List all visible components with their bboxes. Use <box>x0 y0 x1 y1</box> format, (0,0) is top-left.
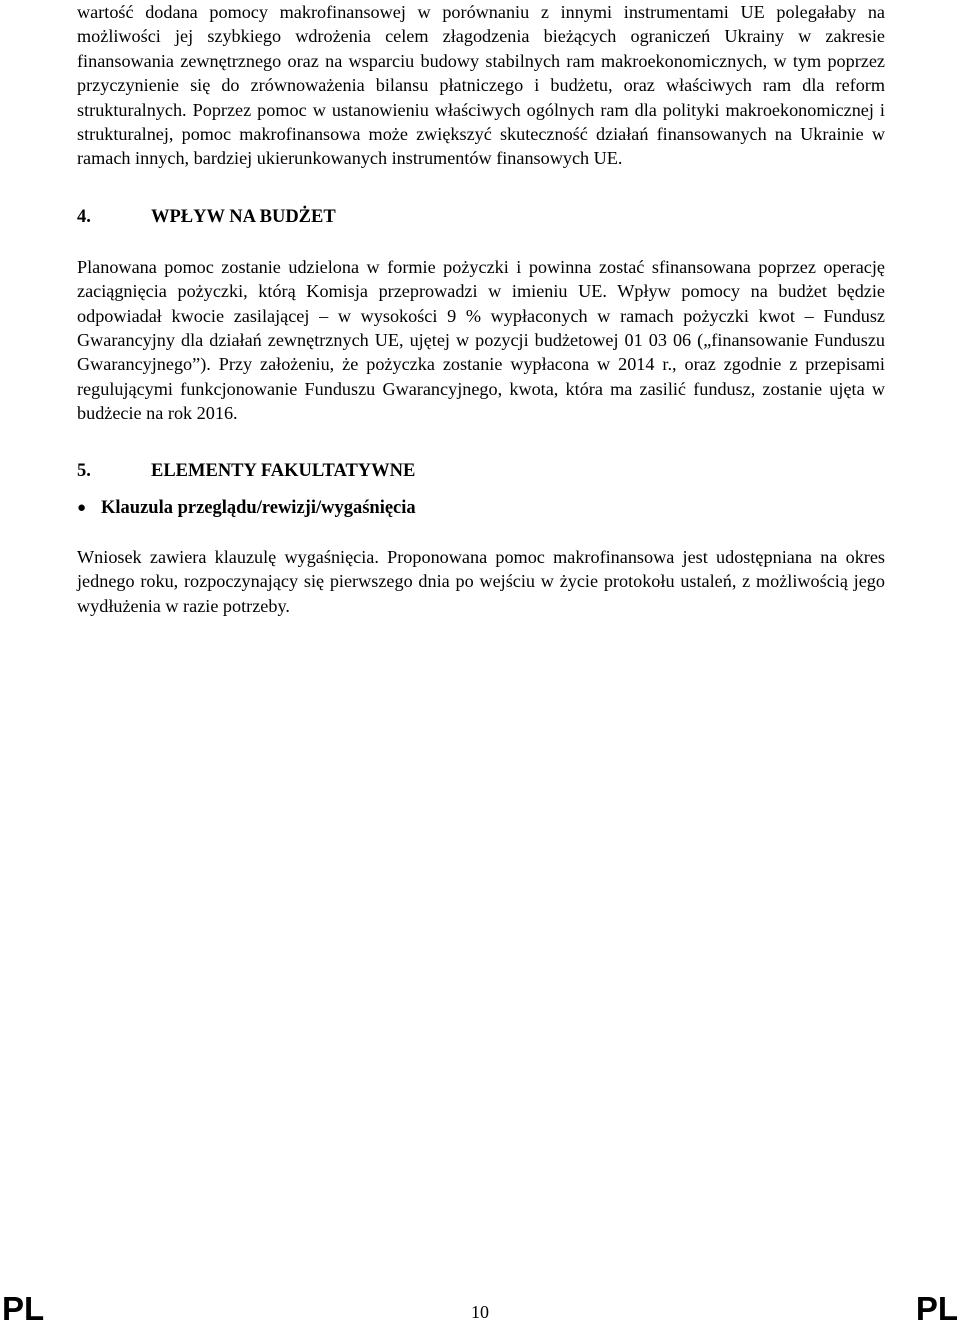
page-number: 10 <box>471 1302 489 1322</box>
section-4-title: WPŁYW NA BUDŻET <box>151 206 336 227</box>
section-5-title: ELEMENTY FAKULTATYWNE <box>151 460 416 481</box>
section-5-paragraph: Wniosek zawiera klauzulę wygaśnięcia. Proponowana pomoc makrofinansowa jest udostępniana na okres jednego roku, rozpoczynający się pierwszego dnia po wejściu w życie protokołu ustaleń, z możliwością jego wydłużenia w razie potrzeby. <box>77 546 885 616</box>
section-4-number: 4. <box>77 206 91 227</box>
language-code-left: PL <box>2 1290 45 1327</box>
language-code-right: PL <box>915 1290 958 1327</box>
intro-paragraph: wartość dodana pomocy makrofinansowej w porównaniu z innymi instrumentami UE polegałaby na możliwości jej szybkiego wdrożenia celem złagodzenia bieżących ograniczeń Ukrainy w zakresie finansowania zewnętrznego oraz na wsparciu budowy stabilnych ram makroekonomicznych, w tym poprzez przyczynienie się do zrównoważenia bilansu płatniczego i budżetu, oraz właściwych ram dla reform strukturalnych. Poprzez pomoc w ustanowieniu właściwych ogólnych ram dla polityki makroekonomicznej i strukturalnej, pomoc makrofinansowa może zwiększyć skuteczność działań finansowanych na Ukrainie w ramach innych, bardziej ukierunkowanych instrumentów finansowych UE. <box>77 2 885 169</box>
bullet-icon: ● <box>77 499 87 516</box>
page-footer <box>0 1290 960 1330</box>
section-4-heading <box>77 205 885 229</box>
bullet-item <box>77 496 885 521</box>
document-page <box>77 0 885 618</box>
section-5-number: 5. <box>77 460 91 481</box>
section-4-paragraph: Planowana pomoc zostanie udzielona w formie pożyczki i powinna zostać sfinansowana poprzez operację zaciągnięcia pożyczki, którą Komisja przeprowadzi w imieniu UE. Wpływ pomocy na budżet będzie odpowiadał kwocie zasilającej – w wysokości 9 % wypłaconych w ramach pożyczki kwot – Fundusz Gwarancyjny dla działań zewnętrznych UE, ujętej w pozycji budżetowej 01 03 06 („finansowanie Funduszu Gwarancyjnego”). Przy założeniu, że pożyczka zostanie wypłacona w 2014 r., oraz zgodnie z przepisami regulującymi funkcjonowanie Funduszu Gwarancyjnego, kwota, która ma zasilić fundusz, zostanie ujęta w budżecie na rok 2016. <box>77 256 885 424</box>
section-5-heading <box>77 459 885 483</box>
bullet-item-label: Klauzula przeglądu/rewizji/wygaśnięcia <box>101 497 416 518</box>
